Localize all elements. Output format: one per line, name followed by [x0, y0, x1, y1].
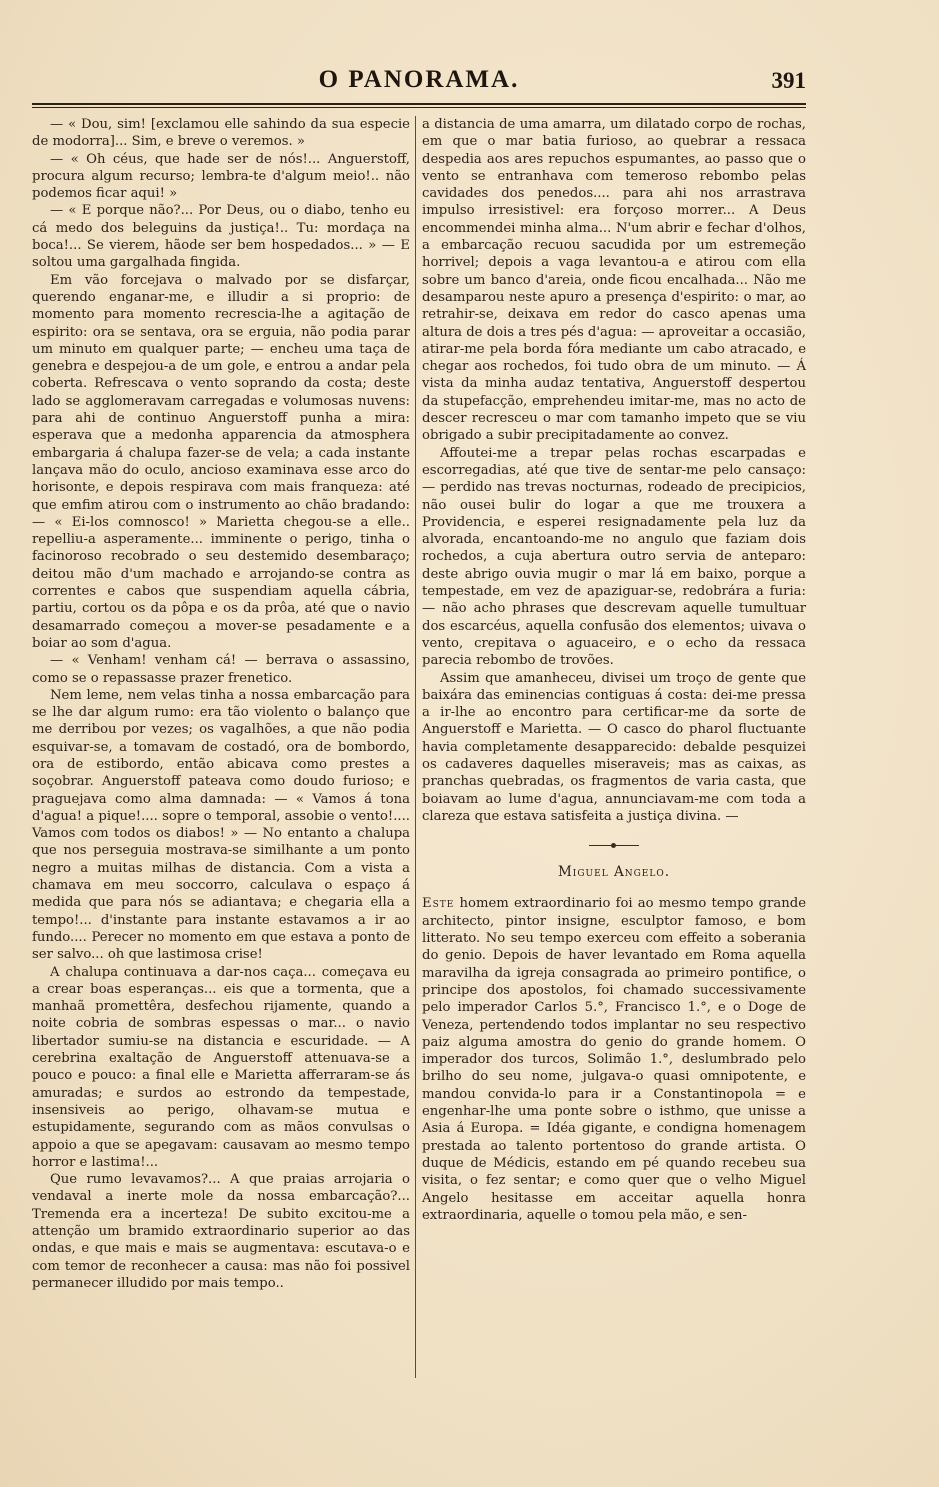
paragraph: — « Oh céus, que hade ser de nós!... Anguerstoff, procura algum recurso; lembra-te d'algum meio!.. não podemos ficar aqui! »: [32, 151, 410, 202]
publication-title: O PANORAMA.: [318, 66, 520, 93]
paragraph: Que rumo levavamos?... A que praias arrojaria o vendaval a inerte mole da nossa embarcação?... Tremenda era a incerteza! De subito excitou-me a attenção um bramido extraordinario superior ao das ondas, e que mais e mais se augmentava: escutava-o e com temor de reconhecer a causa: mas não foi possivel permanecer illudido por mais tempo..: [32, 1172, 410, 1291]
paragraph: Affoutei-me a trepar pelas rochas escarpadas e escorregadias, até que tive de sentar-me pelo cansaço: — perdido nas trevas nocturnas, rodeado de precipicios, não ousei bulir do logar a que me trouxera a Providencia, e esperei resignadamente pela luz da alvorada, encantoando-me no angulo que faziam dois rochedos, a cuja abertura outro servia de anteparo: deste abrigo ouvia mugir o mar lá em baixo, porque a tempestade, em vez de apaziguar-se, redobrára a furia: — não acho phrases que descrevam aquelle tumultuar dos escarcéus, aquella confusão dos elementos; uivava o vento, crepitava o aguaceiro, e o echo da ressaca parecia rebombo de trovões.: [422, 445, 806, 669]
paragraph: Em vão forcejava o malvado por se disfarçar, querendo enganar-me, e illudir a si proprio: de momento para momento recrescia-lhe a agitação de espirito: ora se sentava, ora se erguia, não podia parar um minuto em qualquer parte; — encheu uma taça de genebra e despejou-a de um gole, e entrou a andar pela coberta. Refrescava o vento soprando da costa; deste lado se agglomeravam carregadas e volumosas nuvens: para ahi de continuo Anguerstoff punha a mira: esperava que a medonha apparencia da atmosphera embargaria á chalupa fazer-se de vela; a cada instante lançava mão do oculo, ancioso examinava esse arco do horisonte, e depois respirava com mais franqueza: até que emfim atirou com o instrumento ao chão bradando: — « Ei-los comnosco! » Marietta chegou-se a elle.. repelliu-a asperamente... imminente o perigo, tinha o facinoroso recobrado o seu destemido desembaraço; deitou mão d'um machado e arrojando-se contra as correntes e cabos que suspendiam aquella cábria, partiu, cortou os da pôpa e os da prôa, até que o navio desamarrado começou a mover-se pesadamente e a boiar ao som d'agua.: [32, 272, 410, 651]
paragraph: Nem leme, nem velas tinha a nossa embarcação para se lhe dar algum rumo: era tão violento o balanço que me derribou por vezes; os vagalhões, a que não podia esquivar-se, a tomavam de costadó, ora de bombordo, ora de estibordo, então abicava como prestes a soçobrar. Anguerstoff pateava como doudo furioso; e praguejava como alma damnada: — « Vamos á tona d'agua! a pique!.... sopre o temporal, assobie o vento!.... Vamos com todos os diabos! » — No entanto a chalupa que nos perseguia mostrava-se similhante a um ponto negro a muitas milhas de distancia. Com a vista a chamava em meu soccorro, calculava o espaço á medida que para nós se adiantava; e chegaria ella a tempo!... d'instante para instante estavamos a ir ao fundo.... Perecer no momento em que estava a ponto de ser salvo... oh que lastimosa crise!: [32, 687, 410, 963]
section-separator: [589, 845, 639, 846]
page-number: 391: [771, 68, 806, 93]
article-text: homem extraordinario foi ao mesmo tempo grande architecto, pintor insigne, esculptor famoso, e bom litterato. No seu tempo exerceu com effeito a soberania do genio. Depois de haver levantado em Roma aquella maravilha da igreja consagrada ao primeiro pontifice, o principe dos apostolos, foi chamado successivamente pelo imperador Carlos 5.°, Francisco 1.°, e o Doge de Veneza, pertendendo todos implantar no seu respectivo paiz alguma amostra do genio do grande homem. O imperador dos turcos, Solimão 1.°, deslumbrado pelo brilho do seu nome, julgava-o quasi omnipotente, e mandou convida-lo para ir a Constantinopola = e engenhar-lhe uma ponte sobre o isthmo, que unisse a Asia á Europa. = Idéa gigante, e condigna homenagem prestada ao talento portentoso do grande artista. O duque de Médicis, estando em pé quando recebeu sua visita, o fez sentar; e como quer que o velho Miguel Angelo hesitasse em acceitar aquella honra extraordinaria, aquelle o tomou pela mão, e sen-: [422, 896, 806, 1223]
article-title: Miguel Angelo.: [557, 864, 671, 881]
article-first-word: Este: [422, 896, 455, 912]
column-divider: [415, 116, 416, 1378]
paragraph: — « Venham! venham cá! — berrava o assassino, como se o repassasse prazer frenetico.: [32, 653, 410, 686]
article-body: [422, 895, 806, 1224]
right-column: [422, 116, 806, 1224]
page-header: [32, 64, 806, 104]
paragraph: a distancia de uma amarra, um dilatado corpo de rochas, em que o mar batia furioso, ao quebrar a ressaca despedia aos ares repuchos espumantes, ao passo que o vento se entranhava com temeroso rebombo pelas cavidades dos penedos.... para ahi nos arrastrava impulso irresistivel: era forçoso morrer... A Deus encommendei minha alma... N'um abrir e fechar d'olhos, a embarcação recuou sacudida por um estremeção horrivel; depois a vaga levantou-a e atirou com ella sobre um banco d'areia, onde ficou encalhada... Não me desamparou neste apuro a presença d'espirito: o mar, ao retrahir-se, deixava em redor do casco apenas uma altura de dois a tres pés d'agua: — aproveitar a occasião, atirar-me pela borda fóra mediante um cabo atracado, e chegar aos rochedos, foi tudo obra de um minuto. — Á vista da minha audaz tentativa, Anguerstoff despertou da stupefacção, emprehendeu imitar-me, mas no acto de descer recresceu o mar com tamanho impeto que se viu obrigado a subir precipitadamente ao convez.: [422, 117, 806, 444]
header-rule: [32, 103, 806, 105]
paragraph: Assim que amanheceu, divisei um troço de gente que baixára das eminencias contiguas á costa: dei-me pressa a ir-lhe ao encontro para certificar-me da sorte de Anguerstoff e Marietta. — O casco do pharol fluctuante havia completamente desapparecido: debalde pesquizei os cadaveres daquelles miseraveis; mas as caixas, as pranchas quebradas, os fragmentos de varia casta, que boiavam ao lume d'agua, annunciavam-me com toda a clareza que estava satisfeita a justiça divina. —: [422, 670, 806, 824]
paragraph: — « E porque não?... Por Deus, ou o diabo, tenho eu cá medo dos beleguins da justiça!.. Tu: mordaça na boca!... Se vierem, hãode ser bem hospedados... » — E soltou uma gargalhada fingida.: [32, 203, 410, 271]
paragraph: A chalupa continuava a dar-nos caça... começava eu a crear boas esperanças... eis que a tormenta, que a manhaã promettêra, desfechou rijamente, quando a noite cobria de sombras espessas o mar... o navio libertador sumiu-se na distancia e escuridade. — A cerebrina exaltação de Anguerstoff attenuava-se a pouco e pouco: a final elle e Marietta afferraram-se ás amuradas; e surdos ao estrondo da tempestade, insensiveis ao perigo, olhavam-se mutua e estupidamente, segurando com as mãos convulsas o appoio a que se apegavam: causavam ao mesmo tempo horror e lastima!...: [32, 964, 410, 1170]
paragraph: — « Dou, sim! [exclamou elle sahindo da sua especie de modorra]... Sim, e breve o veremos. »: [32, 117, 410, 150]
header-rule-thin: [32, 107, 806, 108]
left-column: [32, 116, 410, 1292]
